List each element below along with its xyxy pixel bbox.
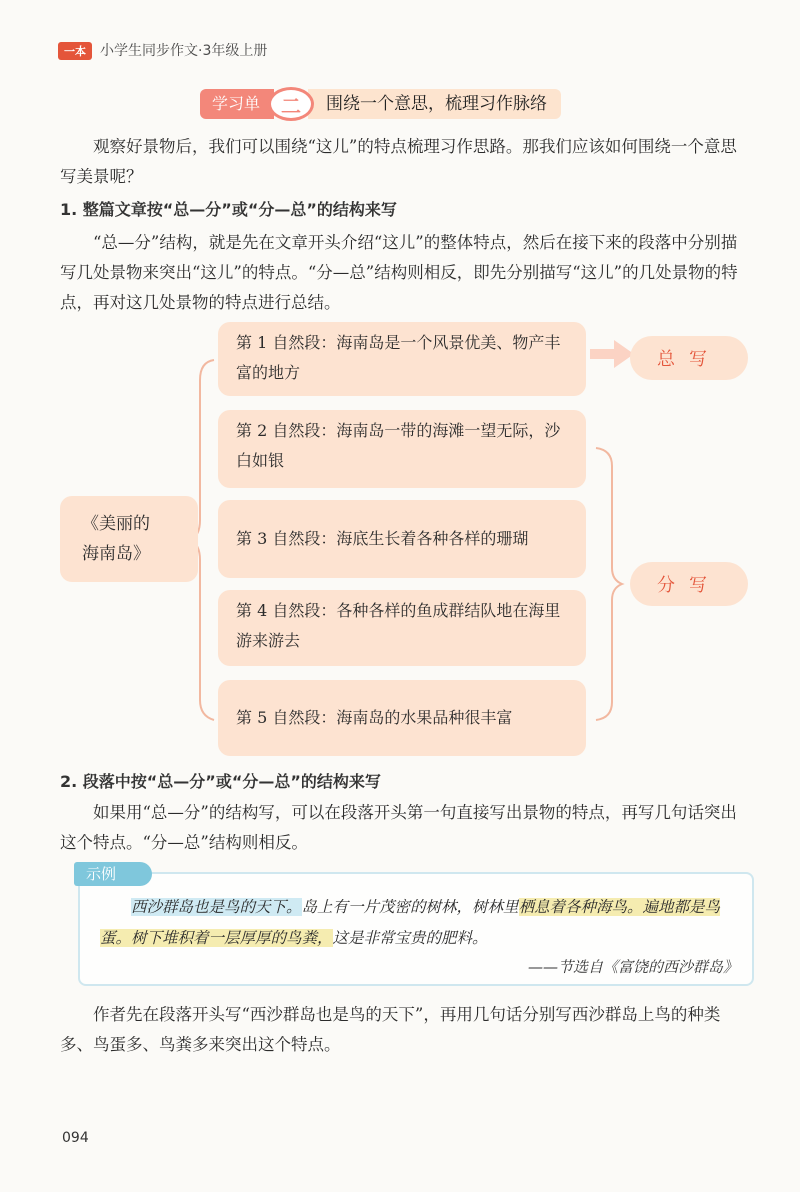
section1-body: “总—分”结构，就是先在文章开头介绍“这儿”的整体特点，然后在接下来的段落中分别描写几处景物来突出“这儿”的特点。“分—总”结构则相反，即先分别描写“这儿”的几处景物的特点，再对这几处景物的特点进行总结。	[60, 233, 738, 312]
row-label: 第 1 自然段：	[236, 333, 337, 352]
example-label: 示例	[74, 862, 152, 886]
intro-paragraph: 观察好景物后，我们可以围绕“这儿”的特点梳理习作思路。那我们应该如何围绕一个意思写美景呢？	[60, 137, 737, 186]
paragraph-row-1	[218, 322, 586, 396]
section1-title: 1. 整篇文章按“总—分”或“分—总”的结构来写	[60, 200, 397, 219]
unit-badge	[200, 88, 561, 120]
publisher-logo: 一本	[58, 42, 92, 60]
unit-number: 二	[268, 87, 314, 121]
page-number: 094	[62, 1130, 89, 1146]
unit-heading: 围绕一个意思，梳理习作脉络	[308, 89, 561, 119]
section2-body: 如果用“总—分”的结构写，可以在段落开头第一句直接写出景物的特点，再写几句话突出这个特点。“分—总”结构则相反。	[60, 803, 737, 852]
row-text: 各种各样的鱼成群结队地在海里游来游去	[236, 601, 561, 650]
row-text: 海南岛一带的海滩一望无际，沙白如银	[236, 421, 561, 470]
example-sentence-topic: 西沙群岛也是鸟的天下。	[131, 898, 302, 916]
row-label: 第 5 自然段：	[236, 708, 337, 727]
unit-label: 学习单	[200, 89, 274, 119]
paragraph-row-4	[218, 590, 586, 666]
example-sentence-highlight: 遍地都是鸟蛋。	[100, 898, 721, 947]
row-text: 海底生长着各种各样的珊瑚	[336, 529, 529, 548]
tag-total: 总写	[630, 336, 748, 380]
example-source: ——节选自《富饶的西沙群岛》	[527, 958, 738, 976]
row-label: 第 2 自然段：	[236, 421, 337, 440]
paragraph-row-5	[218, 680, 586, 756]
example-text	[100, 892, 740, 954]
article-title-line2: 海南岛》	[82, 544, 150, 564]
article-title-box	[60, 496, 198, 582]
paragraph-row-2	[218, 410, 586, 488]
conclusion-paragraph: 作者先在段落开头写“西沙群岛也是鸟的天下”，再用几句话分别写西沙群岛上鸟的种类多、鸟蛋多、鸟粪多来突出这个特点。	[60, 1005, 721, 1054]
row-text: 海南岛是一个风景优美、物产丰富的地方	[236, 333, 561, 382]
row-text: 海南岛的水果品种很丰富	[336, 708, 513, 727]
row-label: 第 3 自然段：	[236, 529, 337, 548]
article-title-line1: 《美丽的	[82, 514, 150, 534]
example-sentence: 岛上有一片茂密的树林，树林里	[301, 898, 519, 916]
section2-title: 2. 段落中按“总—分”或“分—总”的结构来写	[60, 772, 381, 791]
example-sentence-highlight: 栖息着各种海鸟。	[518, 898, 643, 916]
book-title: 小学生同步作文·3年级上册	[100, 43, 268, 59]
example-sentence: 这是非常宝贵的肥料。	[332, 929, 488, 947]
example-sentence-highlight: 树下堆积着一层厚厚的鸟粪，	[131, 929, 333, 947]
row-label: 第 4 自然段：	[236, 601, 337, 620]
paragraph-row-3	[218, 500, 586, 578]
tag-part: 分写	[630, 562, 748, 606]
